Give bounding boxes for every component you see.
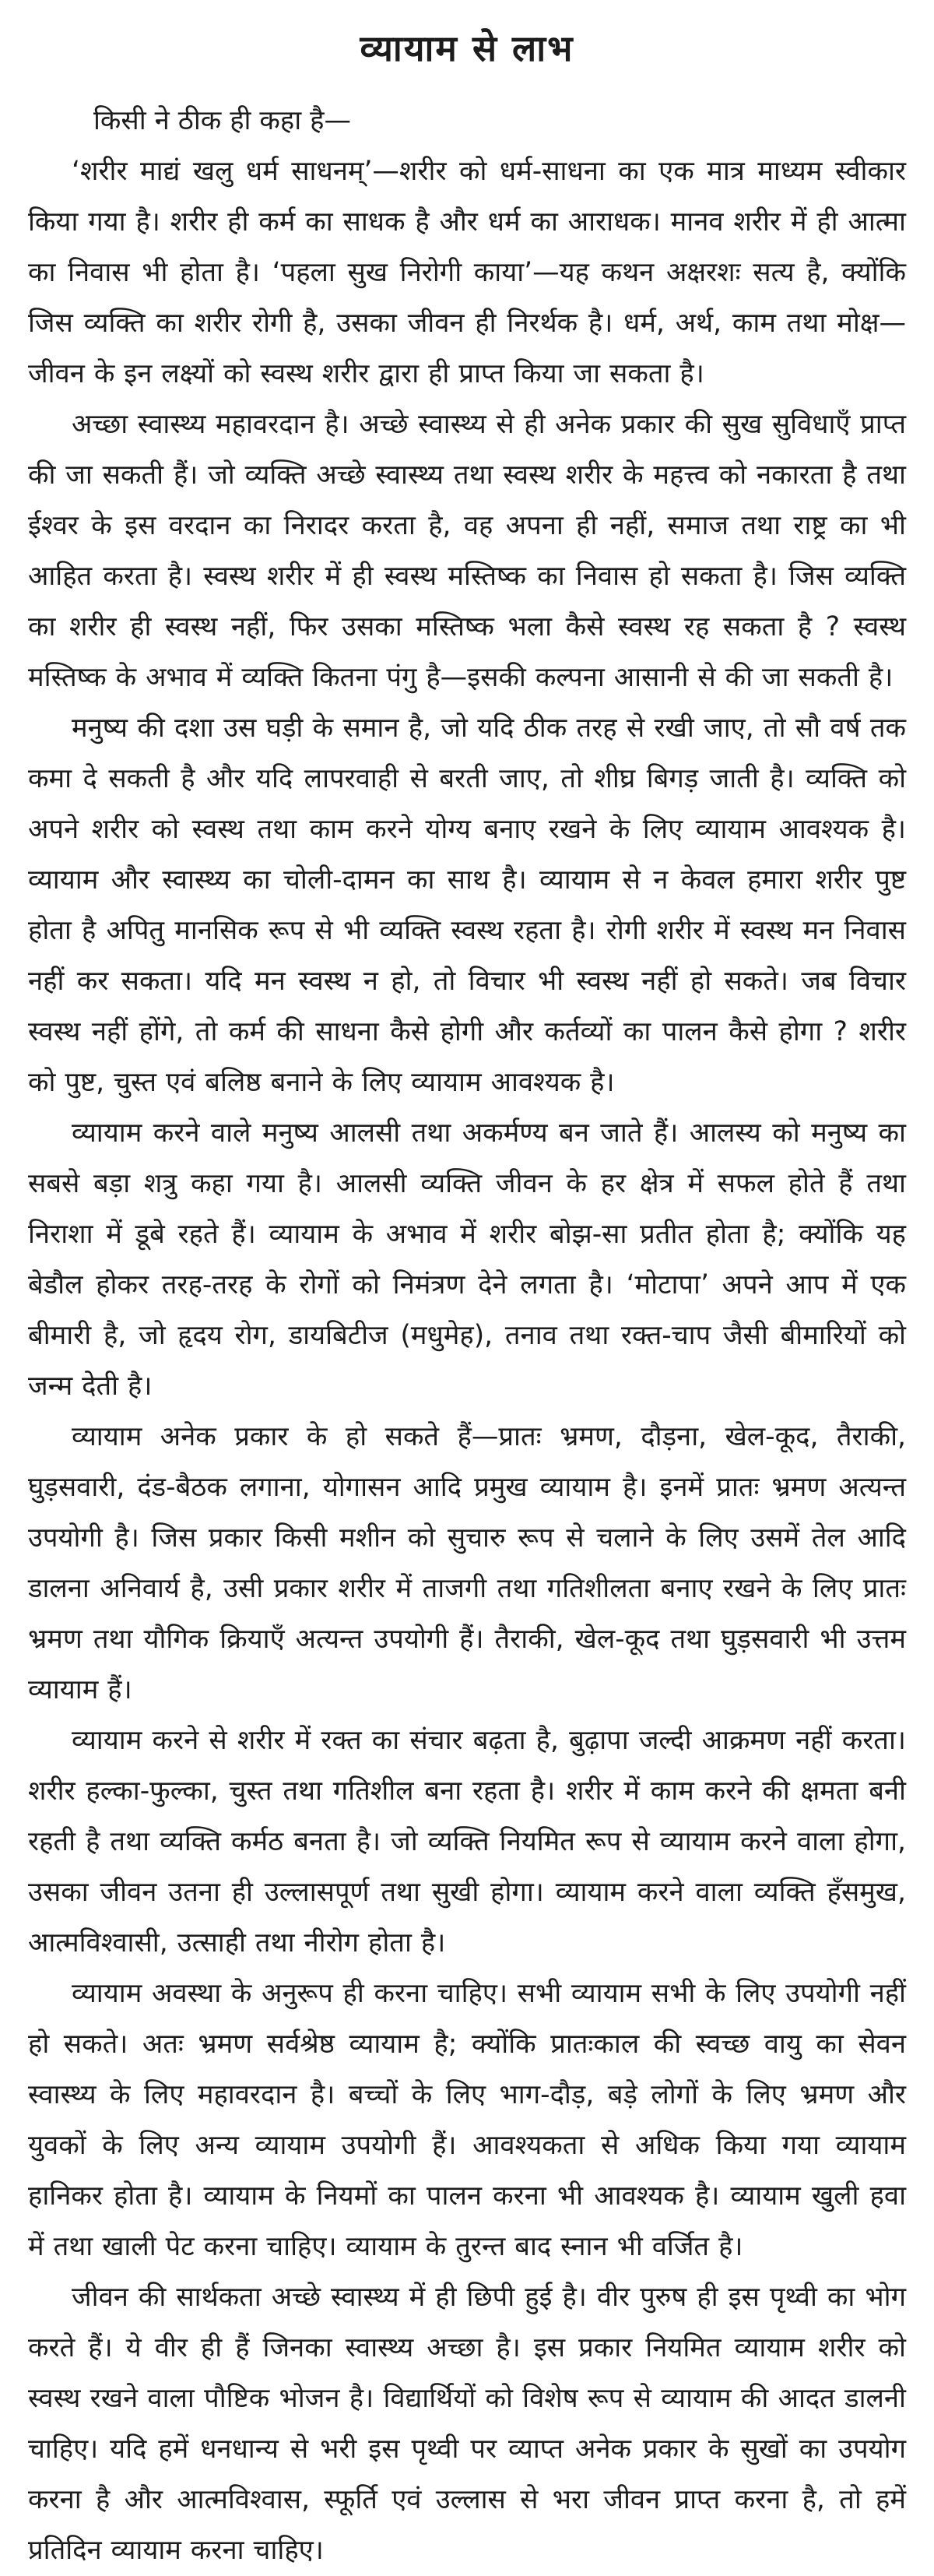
intro-line: किसी ने ठीक ही कहा है— bbox=[93, 104, 351, 136]
paragraph-3: मनुष्य की दशा उस घड़ी के समान है, जो यदि ठीक तरह से रखी जाए, तो सौ वर्ष तक कमा दे सकती है और यदि लापरवाही से बरती जाए, तो शीघ्र बिगड़ जाती है। व्यक्ति को अपने शरीर को स्वस्थ तथा काम करने योग्य बनाए रखने के लिए व्यायाम आवश्यक है। व्यायाम और स्वास्थ्य का चोली-दामन का साथ है। व्यायाम से न केवल हमारा शरीर पुष्ट होता है अपितु मानसिक रूप से भी व्यक्ति स्वस्थ रहता है। रोगी शरीर में स्वस्थ मन निवास नहीं कर सकता। यदि मन स्वस्थ न हो, तो विचार भी स्वस्थ नहीं हो सकते। जब विचार स्वस्थ नहीं होंगे, तो कर्म की साधना कैसे होगी और कर्तव्यों का पालन कैसे होगा ? शरीर को पुष्ट, चुस्त एवं बलिष्ठ बनाने के लिए व्यायाम आवश्यक है। bbox=[28, 712, 906, 1098]
paragraph-5: व्यायाम अनेक प्रकार के हो सकते हैं—प्रातः भ्रमण, दौड़ना, खेल-कूद, तैराकी, घुड़सवारी, दंड-बैठक लगाना, योगासन आदि प्रमुख व्यायाम है। इनमें प्रातः भ्रमण अत्यन्त उपयोगी है। जिस प्रकार किसी मशीन को सुचारु रूप से चलाने के लिए उसमें तेल आदि डालना अनिवार्य है, उसी प्रकार शरीर में ताजगी तथा गतिशीलता बनाए रखने के लिए प्रातः भ्रमण तथा यौगिक क्रियाएँ अत्यन्त उपयोगी हैं। तैराकी, खेल-कूद तथा घुड़सवारी भी उत्तम व्यायाम हैं। bbox=[28, 1420, 906, 1705]
paragraph-2: अच्छा स्वास्थ्य महावरदान है। अच्छे स्वास्थ्य से ही अनेक प्रकार की सुख सुविधाएँ प्राप्त की जा सकती हैं। जो व्यक्ति अच्छे स्वास्थ्य तथा स्वस्थ शरीर के महत्त्व को नकारता है तथा ईश्वर के इस वरदान का निरादर करता है, वह अपना ही नहीं, समाज तथा राष्ट्र का भी आहित करता है। स्वस्थ शरीर में ही स्वस्थ मस्तिष्क का निवास हो सकता है। जिस व्यक्ति का शरीर ही स्वस्थ नहीं, फिर उसका मस्तिष्क भला कैसे स्वस्थ रह सकता है ? स्वस्थ मस्तिष्क के अभाव में व्यक्ति कितना पंगु है—इसकी कल्पना आसानी से की जा सकती है। bbox=[28, 408, 906, 693]
paragraph-7: व्यायाम अवस्था के अनुरूप ही करना चाहिए। सभी व्यायाम सभी के लिए उपयोगी नहीं हो सकते। अतः भ्रमण सर्वश्रेष्ठ व्यायाम है; क्योंकि प्रातःकाल की स्वच्छ वायु का सेवन स्वास्थ्य के लिए महावरदान है। बच्चों के लिए भाग-दौड़, बड़े लोगों के लिए भ्रमण और युवकों के लिए अन्य व्यायाम उपयोगी हैं। आवश्यकता से अधिक किया गया व्यायाम हानिकर होता है। व्यायाम के नियमों का पालन करना भी आवश्यक है। व्यायाम खुली हवा में तथा खाली पेट करना चाहिए। व्यायाम के तुरन्त बाद स्नान भी वर्जित है। bbox=[28, 1977, 906, 2262]
paragraph-6: व्यायाम करने से शरीर में रक्त का संचार बढ़ता है, बुढ़ापा जल्दी आक्रमण नहीं करता। शरीर हल्का-फुल्का, चुस्त तथा गतिशील बना रहता है। शरीर में काम करने की क्षमता बनी रहती है तथा व्यक्ति कर्मठ बनता है। जो व्यक्ति नियमित रूप से व्यायाम करने वाला होगा, उसका जीवन उतना ही उल्लासपूर्ण तथा सुखी होगा। व्यायाम करने वाला व्यक्ति हँसमुख, आत्मविश्वासी, उत्साही तथा नीरोग होता है। bbox=[28, 1724, 906, 1958]
paragraph-1: ‘शरीर माद्यं खलु धर्म साधनम्’—शरीर को धर्म-साधना का एक मात्र माध्यम स्वीकार किया गया है। शरीर ही कर्म का साधक है और धर्म का आराधक। मानव शरीर में ही आत्मा का निवास भी होता है। ‘पहला सुख निरोगी काया’—यह कथन अक्षरशः सत्य है, क्योंकि जिस व्यक्ति का शरीर रोगी है, उसका जीवन ही निरर्थक है। धर्म, अर्थ, काम तथा मोक्ष—जीवन के इन लक्ष्यों को स्वस्थ शरीर द्वारा ही प्राप्त किया जा सकता है। bbox=[28, 155, 906, 389]
paragraph-8: जीवन की सार्थकता अच्छे स्वास्थ्य में ही छिपी हुई है। वीर पुरुष ही इस पृथ्वी का भोग करते हैं। ये वीर ही हैं जिनका स्वास्थ्य अच्छा है। इस प्रकार नियमित व्यायाम शरीर को स्वस्थ रखने वाला पौष्टिक भोजन है। विद्यार्थियों को विशेष रूप से व्यायाम की आदत डालनी चाहिए। यदि हमें धनधान्य से भरी इस पृथ्वी पर व्याप्त अनेक प्रकार के सुखों का उपयोग करना है और आत्मविश्वास, स्फूर्ति एवं उल्लास से भरा जीवन प्राप्त करना है, तो हमें प्रतिदिन व्यायाम करना चाहिए। bbox=[28, 2281, 906, 2566]
essay-title: व्यायाम से लाभ bbox=[360, 27, 574, 69]
paragraph-4: व्यायाम करने वाले मनुष्य आलसी तथा अकर्मण्य बन जाते हैं। आलस्य को मनुष्य का सबसे बड़ा शत्रु कहा गया है। आलसी व्यक्ति जीवन के हर क्षेत्र में सफल होते हैं तथा निराशा में डूबे रहते हैं। व्यायाम के अभाव में शरीर बोझ-सा प्रतीत होता है; क्योंकि यह बेडौल होकर तरह-तरह के रोगों को निमंत्रण देने लगता है। ‘मोटापा’ अपने आप में एक बीमारी है, जो हृदय रोग, डायबिटीज (मधुमेह), तनाव तथा रक्त-चाप जैसी बीमारियों को जन्म देती है। bbox=[28, 1117, 906, 1402]
